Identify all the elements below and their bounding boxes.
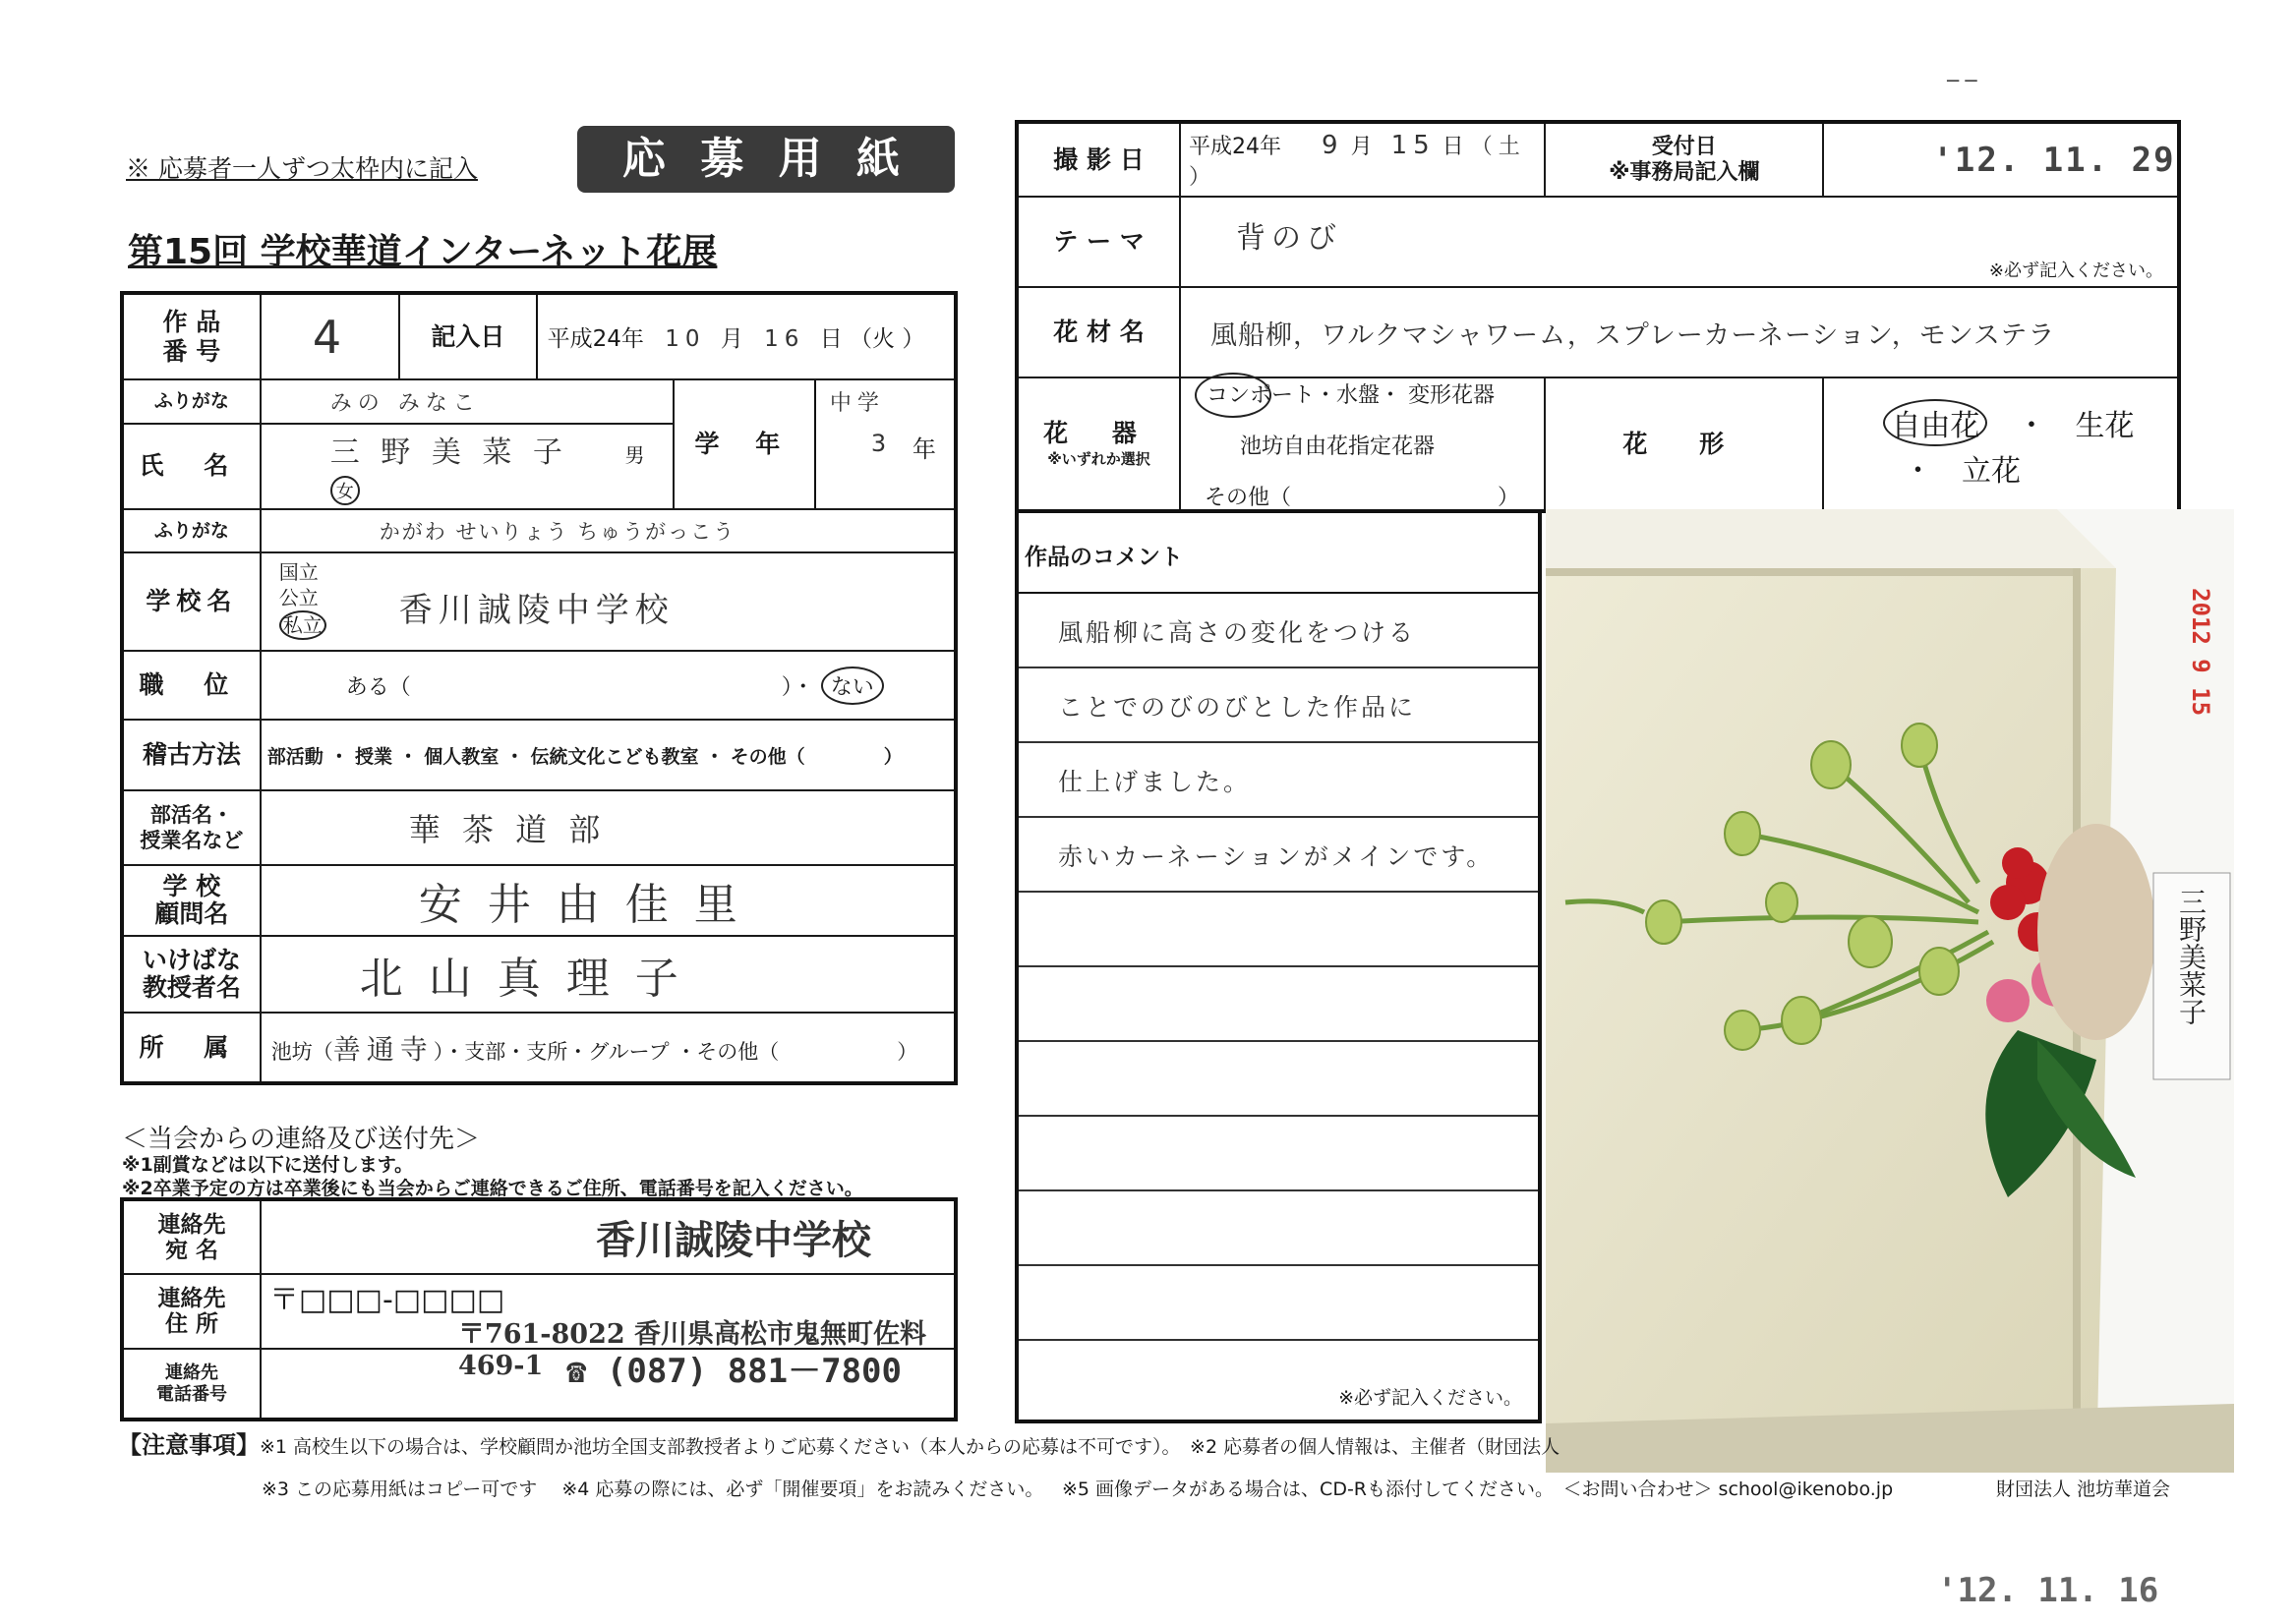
vessel-selection-circle [1195,373,1271,418]
contact-heading: ＜当会からの連絡及び送付先＞ [122,1125,481,1154]
practice-field[interactable] [261,720,956,790]
comment-required-note: ※必ず記入ください。 [1338,1387,1522,1409]
affiliation-value: 善通寺 [332,1032,434,1066]
grade-value: 3 [870,430,893,457]
entry-date-month-unit: 月 [720,326,743,352]
vessel-option-compote[interactable]: コンポート・水盤・ 変形花器 [1207,383,1496,408]
vessel-label: 花 器 [1043,419,1154,447]
comment-line[interactable]: 風船柳に高さの変化をつける [1019,594,1538,668]
vessel-sub-label: ※いずれか選択 [1047,450,1150,468]
entry-date-day: 16 [764,326,805,352]
comment-line[interactable] [1019,1191,1538,1266]
receipt-date-stamp: '12. 11. 29 [1823,122,2179,197]
vessel-option-other[interactable] [1205,481,1519,511]
contact-note-1: ※1副賞などは以下に送付します。 [122,1154,414,1176]
name-label: 氏 名 [122,424,261,509]
contact-to-label: 連絡先 宛 名 [122,1199,261,1274]
contact-address-label: 連絡先 住 所 [122,1274,261,1349]
school-furigana-label: ふりがな [122,509,261,552]
affiliation-field[interactable] [261,1013,956,1083]
advisor-label: 学 校 顧問名 [122,865,261,936]
entry-form-table [120,291,958,1085]
school-type-private-selected[interactable]: 私立 [279,610,326,640]
entry-date-field[interactable] [537,293,956,379]
style-label: 花 形 [1545,377,1823,511]
comment-lines[interactable] [1019,594,1538,1341]
instruction-note: ※ 応募者一人ずつ太枠内に記入 [126,154,478,183]
footer-organization: 財団法人 池坊華道会 [1996,1478,2171,1500]
arrangement-photo [1546,509,2234,1473]
contact-to-value[interactable]: 香川誠陵中学校 [261,1199,956,1274]
school-type-options[interactable] [279,559,326,640]
material-label: 花 材 名 [1017,287,1180,377]
style-option-jiyuka-selected[interactable]: 自由花 [1883,399,1987,446]
advisor-value[interactable]: 安 井 由 佳 里 [261,865,956,936]
grade-school: 中学 [829,391,885,416]
furigana-label: ふりがな [122,379,261,424]
contact-phone-label: 連絡先 電話番号 [122,1349,261,1420]
practice-close: ） [883,745,903,768]
grade-field[interactable] [816,380,954,508]
affiliation-options[interactable]: ）・支部・支所・グループ ・その他（ [433,1039,780,1064]
affiliation-label: 所 属 [122,1013,261,1083]
entry-date-era: 平成24年 [547,326,644,352]
event-title: 第15回 学校華道インターネット花展 [128,232,718,272]
position-field[interactable] [261,651,956,720]
practice-label: 稽古方法 [122,720,261,790]
comment-line[interactable]: ことでのびのびとした作品に [1019,668,1538,743]
comment-line[interactable]: 赤いカーネーションがメインです。 [1019,818,1538,893]
name-furigana[interactable]: みの みなこ [261,379,674,424]
position-label: 職 位 [122,651,261,720]
entry-date-label: 記入日 [399,293,536,379]
school-label: 学校名 [122,552,261,651]
footer-notes-line1 [118,1425,1560,1460]
contact-table [120,1197,958,1421]
vessel-option-other-close: ） [1498,486,1520,510]
position-no-selected[interactable]: ない [821,667,884,705]
comment-line[interactable] [1019,893,1538,967]
shoot-date-label: 撮 影 日 [1017,122,1180,197]
name-value: 三 野 美 菜 子 [329,435,568,470]
form-title: 応 募 用 紙 [577,126,955,193]
entry-date-weekday: （火 ） [850,326,925,352]
contact-phone-value: ☎ (087) 881－7800 [565,1352,902,1391]
vessel-label-cell [1017,377,1180,511]
vessel-field[interactable] [1180,377,1545,511]
footer-note-5-contact: ※5 画像データがある場合は、CD-Rも添付してください。 ＜お問い合わせ＞ school@ikenobo.jp [1062,1478,1894,1500]
theme-value: 背のび [1236,221,1343,256]
grade-label: 学 年 [675,380,816,508]
comment-box [1015,509,1542,1423]
material-value[interactable]: 風船柳，ワルクマシャワーム，スプレーカーネーション，モンステラ [1180,287,2179,377]
style-field[interactable] [1823,377,2179,511]
school-type-national[interactable]: 国立 [278,560,319,584]
school-value: 香川誠陵中学校 [398,591,675,630]
contact-address-value: 〒761-8022 香川県高松市鬼無町佐料469-1 [457,1319,927,1381]
theme-required-note: ※必ず記入ください。 [1988,261,2163,281]
club-label: 部活名・ 授業名など [122,790,261,865]
work-no-value[interactable]: 4 [261,293,399,379]
footer-attention-label: 【注意事項】 [118,1431,260,1459]
comment-line[interactable] [1019,1266,1538,1341]
comment-line[interactable]: 仕上げました。 [1019,743,1538,818]
position-close: ）・ [781,674,814,700]
photo-date-stamp: 2012 9 15 [2187,588,2214,717]
comment-line[interactable] [1019,1117,1538,1191]
footer-note-3-4: ※3 この応募用紙はコピー可です ※4 応募の際には、必ず「開催要項」をお読みください。 [262,1478,1044,1500]
vessel-option-other-label: その他（ [1205,486,1292,510]
affiliation-prefix: 池坊（ [270,1039,333,1064]
name-field[interactable] [261,424,674,509]
style-separator-2: ・ [1903,453,1933,489]
shoot-date-field[interactable] [1180,122,1545,197]
gender-female-selected[interactable]: 女 [330,476,360,505]
shoot-date-day: 15 [1390,130,1436,160]
receipt-label: 受付日 ※事務局記入欄 [1545,122,1823,197]
position-yes[interactable]: ある（ [345,674,411,700]
postal-code-boxes[interactable]: 〒□□□-□□□□ [268,1283,505,1317]
vessel-option-ikenobo[interactable]: 池坊自由花指定花器 [1240,435,1436,459]
shoot-date-weekday: （土 ） [1189,134,1526,190]
contact-note-2: ※2卒業予定の方は卒業後にも当会からご連絡できるご住所、電話番号を記入ください。 [122,1178,863,1199]
school-type-public[interactable]: 公立 [278,586,319,609]
footer-note-1-2: ※1 高校生以下の場合は、学校顧問か池坊全国支部教授者よりご応募ください（本人からの応募は不可です）。 ※2 応募者の個人情報は、主催者（財団法人 [260,1436,1560,1458]
entry-date-month: 10 [665,326,706,352]
work-info-table [1015,120,2181,513]
shoot-date-day-unit: 日 [1442,134,1464,159]
shoot-date-era: 平成24年 [1189,134,1282,159]
school-furigana[interactable]: かがわ せいりょう ちゅうがっこう [261,509,956,552]
theme-field[interactable] [1180,197,2179,287]
practice-options[interactable]: 部活動 ・ 授業 ・ 個人教室 ・ 伝統文化こども教室 ・ その他（ [266,745,805,768]
flower-arrangement-image [1546,509,2234,1473]
comment-line[interactable] [1019,1042,1538,1117]
shoot-date-month: 9 [1322,130,1344,160]
grade-cell [674,379,956,509]
theme-label: テ ー マ [1017,197,1180,287]
entry-date-day-unit: 日 [819,326,843,352]
teacher-value[interactable]: 北 山 真 理 子 [261,936,956,1013]
style-option-rikka[interactable]: 立花 [1961,453,2021,489]
bottom-date-stamp: '12. 11. 16 [1937,1571,2159,1610]
school-field[interactable] [261,552,956,651]
contact-phone-field[interactable] [261,1349,956,1420]
affiliation-close: ） [897,1039,918,1064]
teacher-label: いけばな 教授者名 [122,936,261,1013]
style-separator-1: ・ [2016,408,2046,443]
comment-label: 作品のコメント [1019,509,1538,594]
club-value[interactable]: 華 茶 道 部 [261,790,956,865]
photo-name-card: 三野美菜子 [2175,888,2208,1025]
style-option-shoka[interactable]: 生花 [2075,408,2135,443]
grade-unit: 年 [912,435,936,463]
gender-male[interactable]: 男 [624,442,645,467]
comment-line[interactable] [1019,967,1538,1042]
work-no-label: 作 品 番 号 [122,293,261,379]
top-marks: ─ ─ [1947,69,1977,92]
shoot-date-month-unit: 月 [1350,134,1373,159]
